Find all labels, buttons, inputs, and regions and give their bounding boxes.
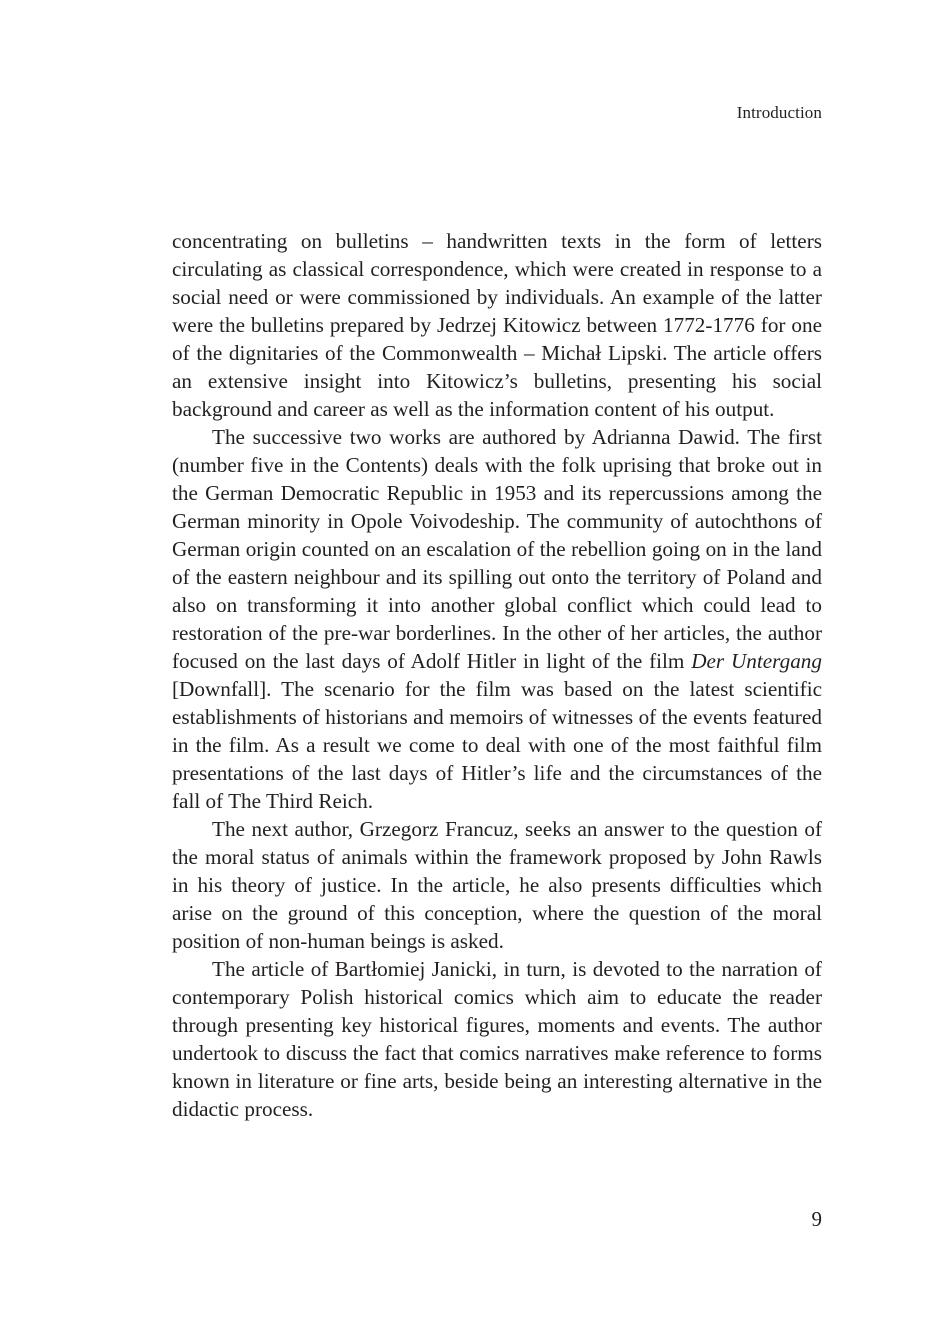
page-number: 9 [811, 1207, 822, 1231]
film-title: Der Untergang [691, 649, 822, 673]
body-text [172, 227, 822, 1123]
paragraph-kitowicz-bulletins: concentrating on bulletins – handwritten texts in the form of letters circulating as classical correspondence, which were created in response to a social need or were commissioned by individuals. An example of the latter were the bulletins prepared by Jedrzej Kitowicz between 1772-1776 for one of the dignitaries of the Commonwealth – Michał Lipski. The article offers an extensive insight into Kitowicz’s bulletins, presenting his social background and career as well as the information content of his output. [172, 229, 822, 421]
paragraph-text-before-title: The successive two works are authored by Adrianna Dawid. The first (number five in the Contents) deals with the folk uprising that broke out in the German Democratic Republic in 1953 and its repercussions among the German minority in Opole Voivodeship. The community of autochthons of German origin counted on an escalation of the rebellion going on in the land of the eastern neighbour and its spilling out onto the territory of Poland and also on transforming it into another global conflict which could lead to restoration of the pre-war borderlines. In the other of her articles, the author focused on the last days of Adolf Hitler in light of the film [172, 425, 822, 673]
paragraph-text-after-title: [Downfall]. The scenario for the film was based on the latest scientific establishments of historians and memoirs of witnesses of the events featured in the film. As a result we come to deal with one of the most faithful film presentations of the last days of Hitler’s life and the circumstances of the fall of The Third Reich. [172, 677, 822, 813]
paragraph-bartlomiej-janicki: The article of Bartłomiej Janicki, in turn, is devoted to the narration of contemporary Polish historical comics which aim to educate the reader through presenting key historical figures, moments and events. The author undertook to discuss the fact that comics narratives make reference to forms known in literature or fine arts, beside being an interesting alternative in the didactic process. [172, 957, 822, 1121]
running-head: Introduction [736, 103, 822, 122]
paragraph-grzegorz-francuz: The next author, Grzegorz Francuz, seeks an answer to the question of the moral status of animals within the framework proposed by John Rawls in his theory of justice. In the article, he also presents difficulties which arise on the ground of this conception, where the question of the moral position of non-human beings is asked. [172, 817, 822, 953]
paragraph-adrianna-dawid [172, 423, 822, 815]
